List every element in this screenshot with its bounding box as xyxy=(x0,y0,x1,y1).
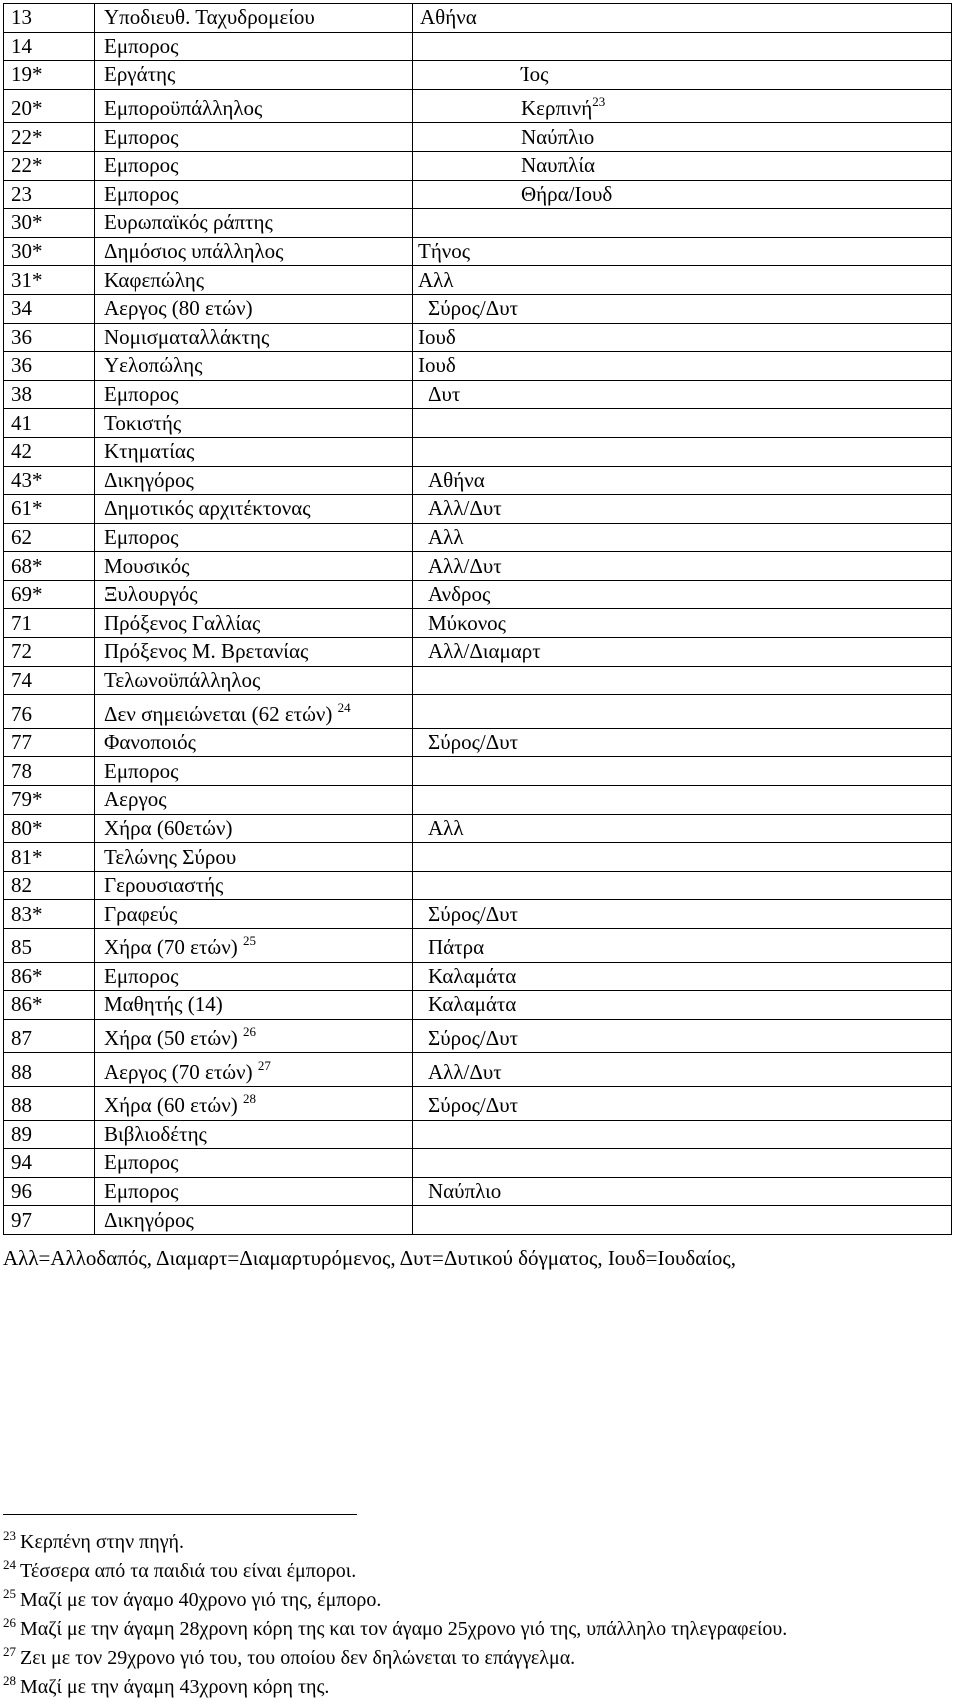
table-row xyxy=(4,151,952,180)
footnote xyxy=(3,1528,958,1557)
age-cell: 85 xyxy=(4,929,95,963)
place-cell xyxy=(413,32,952,61)
footnote xyxy=(3,1644,958,1673)
table-row xyxy=(4,871,952,900)
age-cell: 89 xyxy=(4,1120,95,1149)
age-cell: 77 xyxy=(4,728,95,757)
place-text: Αθήνα xyxy=(428,467,485,492)
place-text: Πάτρα xyxy=(428,935,485,960)
occupation-cell xyxy=(95,180,413,209)
place-text: Κερπινή xyxy=(521,96,593,121)
occupation-text: Δεν σημειώνεται (62 ετών) xyxy=(104,701,333,726)
age-cell: 30* xyxy=(4,237,95,266)
occupation-text: Εμπορος xyxy=(104,181,179,206)
place-text: Αλλ/Δυτ xyxy=(428,496,502,521)
place-text: Καλαμάτα xyxy=(428,992,517,1017)
occupation-text: Αεργος xyxy=(104,787,167,812)
occupation-text: Δικηγόρος xyxy=(104,1207,194,1232)
age-cell: 88 xyxy=(4,1053,95,1087)
occupation-cell xyxy=(95,580,413,609)
occupation-text: Εμπορος xyxy=(104,382,179,407)
place-cell xyxy=(413,409,952,438)
place-cell xyxy=(413,437,952,466)
occupation-text: Χήρα (50 ετών) xyxy=(104,1026,238,1051)
place-text: Σύρος/Δυτ xyxy=(428,1093,519,1118)
place-text: Δυτ xyxy=(428,382,461,407)
place-cell xyxy=(413,1149,952,1178)
age-cell: 68* xyxy=(4,552,95,581)
place-text: Αλλ xyxy=(428,815,464,840)
age-cell: 31* xyxy=(4,266,95,295)
age-cell: 43* xyxy=(4,466,95,495)
table-row xyxy=(4,32,952,61)
occupation-cell xyxy=(95,991,413,1020)
place-cell xyxy=(413,209,952,238)
footnote xyxy=(3,1557,958,1586)
place-cell xyxy=(413,151,952,180)
footnote xyxy=(3,1673,958,1702)
table-row xyxy=(4,437,952,466)
table-row xyxy=(4,180,952,209)
occupation-cell xyxy=(95,757,413,786)
table-row xyxy=(4,266,952,295)
occupation-cell xyxy=(95,61,413,90)
place-cell xyxy=(413,1177,952,1206)
occupation-text: Χήρα (60 ετών) xyxy=(104,1093,238,1118)
place-cell xyxy=(413,352,952,381)
table-row xyxy=(4,1177,952,1206)
place-cell xyxy=(413,962,952,991)
table-row xyxy=(4,123,952,152)
occupation-text: Πρόξενος Μ. Βρετανίας xyxy=(104,639,309,664)
footnote-number: 23 xyxy=(3,1528,16,1543)
place-cell xyxy=(413,843,952,872)
place-cell xyxy=(413,666,952,695)
table-row xyxy=(4,786,952,815)
place-cell xyxy=(413,4,952,33)
place-text: Θήρα/Ιουδ xyxy=(521,181,613,206)
table-row xyxy=(4,900,952,929)
age-cell: 83* xyxy=(4,900,95,929)
occupation-cell xyxy=(95,1149,413,1178)
occupation-text: Χήρα (70 ετών) xyxy=(104,935,238,960)
occupation-text: Καφεπώλης xyxy=(104,267,205,292)
age-cell: 62 xyxy=(4,523,95,552)
footnote-ref: 26 xyxy=(242,1024,256,1040)
place-cell xyxy=(413,757,952,786)
age-cell: 34 xyxy=(4,294,95,323)
occupation-cell xyxy=(95,666,413,695)
place-text: Ιουδ xyxy=(418,353,456,378)
footnote-text: Μαζί με τον άγαμο 40χρονο γιό της, έμπορο. xyxy=(20,1589,382,1611)
place-text: Σύρος/Δυτ xyxy=(428,296,519,321)
occupation-text: Τελωνοϋπάλληλος xyxy=(104,667,261,692)
table-row xyxy=(4,409,952,438)
occupation-cell xyxy=(95,523,413,552)
table-row xyxy=(4,580,952,609)
place-cell xyxy=(413,380,952,409)
occupation-text: Γραφεύς xyxy=(104,901,178,926)
age-cell: 30* xyxy=(4,209,95,238)
occupation-cell xyxy=(95,1206,413,1235)
occupation-cell xyxy=(95,466,413,495)
place-text: Ίος xyxy=(521,62,549,87)
place-cell xyxy=(413,495,952,524)
occupation-text: Υποδιευθ. Ταχυδρομείου xyxy=(104,5,315,30)
age-cell: 22* xyxy=(4,123,95,152)
age-cell: 79* xyxy=(4,786,95,815)
occupation-cell xyxy=(95,1177,413,1206)
footnotes xyxy=(3,1528,958,1702)
age-cell: 94 xyxy=(4,1149,95,1178)
occupation-cell xyxy=(95,294,413,323)
occupation-text: Εμπορος xyxy=(104,758,179,783)
age-cell: 96 xyxy=(4,1177,95,1206)
place-text: Αλλ/Δυτ xyxy=(428,1059,502,1084)
table-row xyxy=(4,552,952,581)
footnote-text: Κερπένη στην πηγή. xyxy=(20,1531,184,1553)
place-cell xyxy=(413,552,952,581)
age-cell: 22* xyxy=(4,151,95,180)
occupation-text: Γερουσιαστής xyxy=(104,873,224,898)
table-row xyxy=(4,380,952,409)
occupation-text: Ευρωπαϊκός ράπτης xyxy=(104,210,273,235)
place-text: Καλαμάτα xyxy=(428,963,517,988)
place-cell xyxy=(413,323,952,352)
occupation-text: Εμπορος xyxy=(104,1150,179,1175)
footnote-text: Τέσσερα από τα παιδιά του είναι έμποροι. xyxy=(20,1560,357,1582)
occupation-cell xyxy=(95,123,413,152)
place-text: Ναυπλία xyxy=(521,153,596,178)
footnote-ref: 27 xyxy=(257,1057,271,1073)
occupation-text: Χήρα (60ετών) xyxy=(104,815,233,840)
age-cell: 61* xyxy=(4,495,95,524)
age-cell: 80* xyxy=(4,814,95,843)
table-row xyxy=(4,466,952,495)
table-row xyxy=(4,757,952,786)
place-cell xyxy=(413,294,952,323)
age-cell: 76 xyxy=(4,695,95,729)
table-row xyxy=(4,294,952,323)
place-cell xyxy=(413,523,952,552)
age-cell: 19* xyxy=(4,61,95,90)
occupation-cell xyxy=(95,209,413,238)
footnote-text: Μαζί με την άγαμη 28χρονη κόρη της και τον άγαμο 25χρονο γιό της, υπάλληλο τηλεγραφείου. xyxy=(20,1618,788,1640)
place-text: Τήνος xyxy=(418,239,471,264)
table-row xyxy=(4,609,952,638)
footnote-ref: 24 xyxy=(337,699,351,715)
age-cell: 74 xyxy=(4,666,95,695)
occupation-text: Νομισματαλλάκτης xyxy=(104,324,270,349)
place-cell xyxy=(413,89,952,123)
place-text: Σύρος/Δυτ xyxy=(428,1026,519,1051)
age-cell: 87 xyxy=(4,1019,95,1053)
occupation-text: Αεργος (80 ετών) xyxy=(104,296,253,321)
place-cell xyxy=(413,266,952,295)
occupation-cell xyxy=(95,900,413,929)
occupation-cell xyxy=(95,609,413,638)
occupation-cell xyxy=(95,695,413,729)
occupation-text: Τοκιστής xyxy=(104,410,182,435)
place-cell xyxy=(413,1206,952,1235)
footnote xyxy=(3,1615,958,1644)
occupation-text: Κτηματίας xyxy=(104,439,195,464)
occupation-cell xyxy=(95,1019,413,1053)
age-cell: 72 xyxy=(4,638,95,667)
table-row xyxy=(4,209,952,238)
place-text: Αλλ xyxy=(428,524,464,549)
place-cell xyxy=(413,609,952,638)
occupation-cell xyxy=(95,786,413,815)
table-row xyxy=(4,638,952,667)
footnote-ref: 23 xyxy=(592,94,606,110)
place-cell xyxy=(413,466,952,495)
occupation-text: Μουσικός xyxy=(104,553,190,578)
place-cell xyxy=(413,638,952,667)
occupation-cell xyxy=(95,4,413,33)
age-cell: 41 xyxy=(4,409,95,438)
occupation-cell xyxy=(95,871,413,900)
footnote-text: Ζει με τον 29χρονο γιό του, του οποίου δεν δηλώνεται το επάγγελμα. xyxy=(20,1647,576,1669)
place-cell xyxy=(413,1086,952,1120)
place-cell xyxy=(413,180,952,209)
table-row xyxy=(4,1149,952,1178)
place-text: Ιουδ xyxy=(418,324,456,349)
place-cell xyxy=(413,237,952,266)
occupation-text: Δημοτικός αρχιτέκτονας xyxy=(104,496,311,521)
place-cell xyxy=(413,900,952,929)
table-row xyxy=(4,666,952,695)
age-cell: 86* xyxy=(4,991,95,1020)
occupation-cell xyxy=(95,237,413,266)
table-row xyxy=(4,695,952,729)
place-text: Αλλ xyxy=(418,267,454,292)
occupation-cell xyxy=(95,843,413,872)
age-cell: 20* xyxy=(4,89,95,123)
age-cell: 88 xyxy=(4,1086,95,1120)
table-row xyxy=(4,89,952,123)
table-row xyxy=(4,843,952,872)
footnote-ref: 28 xyxy=(242,1091,256,1107)
place-cell xyxy=(413,1053,952,1087)
table-row xyxy=(4,1086,952,1120)
place-text: Ανδρος xyxy=(428,582,491,607)
occupation-text: Εμπορος xyxy=(104,124,179,149)
place-text: Ναύπλιο xyxy=(521,124,595,149)
footnote-number: 26 xyxy=(3,1615,16,1630)
table-row xyxy=(4,728,952,757)
occupation-cell xyxy=(95,495,413,524)
place-cell xyxy=(413,61,952,90)
occupation-text: Εμπορος xyxy=(104,1179,179,1204)
age-cell: 38 xyxy=(4,380,95,409)
occupation-cell xyxy=(95,437,413,466)
place-cell xyxy=(413,1120,952,1149)
occupation-cell xyxy=(95,380,413,409)
table-row xyxy=(4,1053,952,1087)
place-cell xyxy=(413,728,952,757)
table-row xyxy=(4,1206,952,1235)
occupation-cell xyxy=(95,728,413,757)
age-cell: 81* xyxy=(4,843,95,872)
age-cell: 42 xyxy=(4,437,95,466)
table-row xyxy=(4,4,952,33)
occupation-text: Εργάτης xyxy=(104,62,176,87)
table-row xyxy=(4,495,952,524)
table-row xyxy=(4,523,952,552)
occupation-text: Εμποροϋπάλληλος xyxy=(104,96,263,121)
footnote-number: 25 xyxy=(3,1586,16,1601)
age-cell: 13 xyxy=(4,4,95,33)
table-row xyxy=(4,61,952,90)
age-cell: 86* xyxy=(4,962,95,991)
occupation-cell xyxy=(95,89,413,123)
age-cell: 82 xyxy=(4,871,95,900)
register-body xyxy=(4,4,952,1235)
age-cell: 36 xyxy=(4,323,95,352)
occupation-cell xyxy=(95,962,413,991)
age-cell: 71 xyxy=(4,609,95,638)
occupation-text: Εμπορος xyxy=(104,524,179,549)
place-cell xyxy=(413,123,952,152)
occupation-text: Τελώνης Σύρου xyxy=(104,844,237,869)
occupation-text: Μαθητής (14) xyxy=(104,992,223,1017)
occupation-text: Βιβλιοδέτης xyxy=(104,1121,207,1146)
footnote-text: Μαζί με την άγαμη 43χρονη κόρη της. xyxy=(20,1676,330,1698)
occupation-text: Δημόσιος υπάλληλος xyxy=(104,239,284,264)
occupation-text: Πρόξενος Γαλλίας xyxy=(104,610,261,635)
occupation-text: Εμπορος xyxy=(104,33,179,58)
register-table xyxy=(3,3,952,1235)
occupation-cell xyxy=(95,814,413,843)
place-text: Αλλ/Διαμαρτ xyxy=(428,639,541,664)
footnote xyxy=(3,1586,958,1615)
place-text: Αλλ/Δυτ xyxy=(428,553,502,578)
footnote-number: 24 xyxy=(3,1557,16,1572)
place-cell xyxy=(413,786,952,815)
abbreviations-legend: Αλλ=Αλλοδαπός, Διαμαρτ=Διαμαρτυρόμενος, Δυτ=Δυτικού δόγματος, Ιουδ=Ιουδαίος, xyxy=(3,1246,736,1270)
footnote-separator xyxy=(3,1514,357,1515)
occupation-cell xyxy=(95,32,413,61)
footnote-number: 27 xyxy=(3,1644,16,1659)
place-text: Σύρος/Δυτ xyxy=(428,901,519,926)
place-cell xyxy=(413,929,952,963)
occupation-text: Αεργος (70 ετών) xyxy=(104,1059,253,1084)
occupation-cell xyxy=(95,323,413,352)
occupation-text: Φανοποιός xyxy=(104,730,196,755)
place-cell xyxy=(413,1019,952,1053)
age-cell: 14 xyxy=(4,32,95,61)
occupation-cell xyxy=(95,1086,413,1120)
occupation-text: Δικηγόρος xyxy=(104,467,194,492)
place-cell xyxy=(413,871,952,900)
age-cell: 78 xyxy=(4,757,95,786)
place-cell xyxy=(413,814,952,843)
place-text: Μύκονος xyxy=(428,610,507,635)
table-row xyxy=(4,323,952,352)
occupation-cell xyxy=(95,638,413,667)
occupation-text: Ξυλουργός xyxy=(104,582,198,607)
age-cell: 23 xyxy=(4,180,95,209)
table-row xyxy=(4,237,952,266)
place-text: Αθήνα xyxy=(420,5,477,30)
age-cell: 97 xyxy=(4,1206,95,1235)
occupation-cell xyxy=(95,552,413,581)
place-text: Ναύπλιο xyxy=(428,1179,502,1204)
occupation-cell xyxy=(95,929,413,963)
place-text: Σύρος/Δυτ xyxy=(428,730,519,755)
table-row xyxy=(4,814,952,843)
occupation-cell xyxy=(95,1053,413,1087)
table-row xyxy=(4,1120,952,1149)
occupation-text: Υελοπώλης xyxy=(104,353,203,378)
place-cell xyxy=(413,580,952,609)
place-cell xyxy=(413,991,952,1020)
table-row xyxy=(4,1019,952,1053)
occupation-cell xyxy=(95,409,413,438)
occupation-cell xyxy=(95,151,413,180)
occupation-cell xyxy=(95,266,413,295)
occupation-cell xyxy=(95,1120,413,1149)
table-row xyxy=(4,991,952,1020)
age-cell: 69* xyxy=(4,580,95,609)
occupation-text: Εμπορος xyxy=(104,963,179,988)
table-row xyxy=(4,352,952,381)
occupation-text: Εμπορος xyxy=(104,153,179,178)
footnote-number: 28 xyxy=(3,1673,16,1688)
age-cell: 36 xyxy=(4,352,95,381)
table-row xyxy=(4,962,952,991)
occupation-cell xyxy=(95,352,413,381)
footnote-ref: 25 xyxy=(242,933,256,949)
table-row xyxy=(4,929,952,963)
place-cell xyxy=(413,695,952,729)
